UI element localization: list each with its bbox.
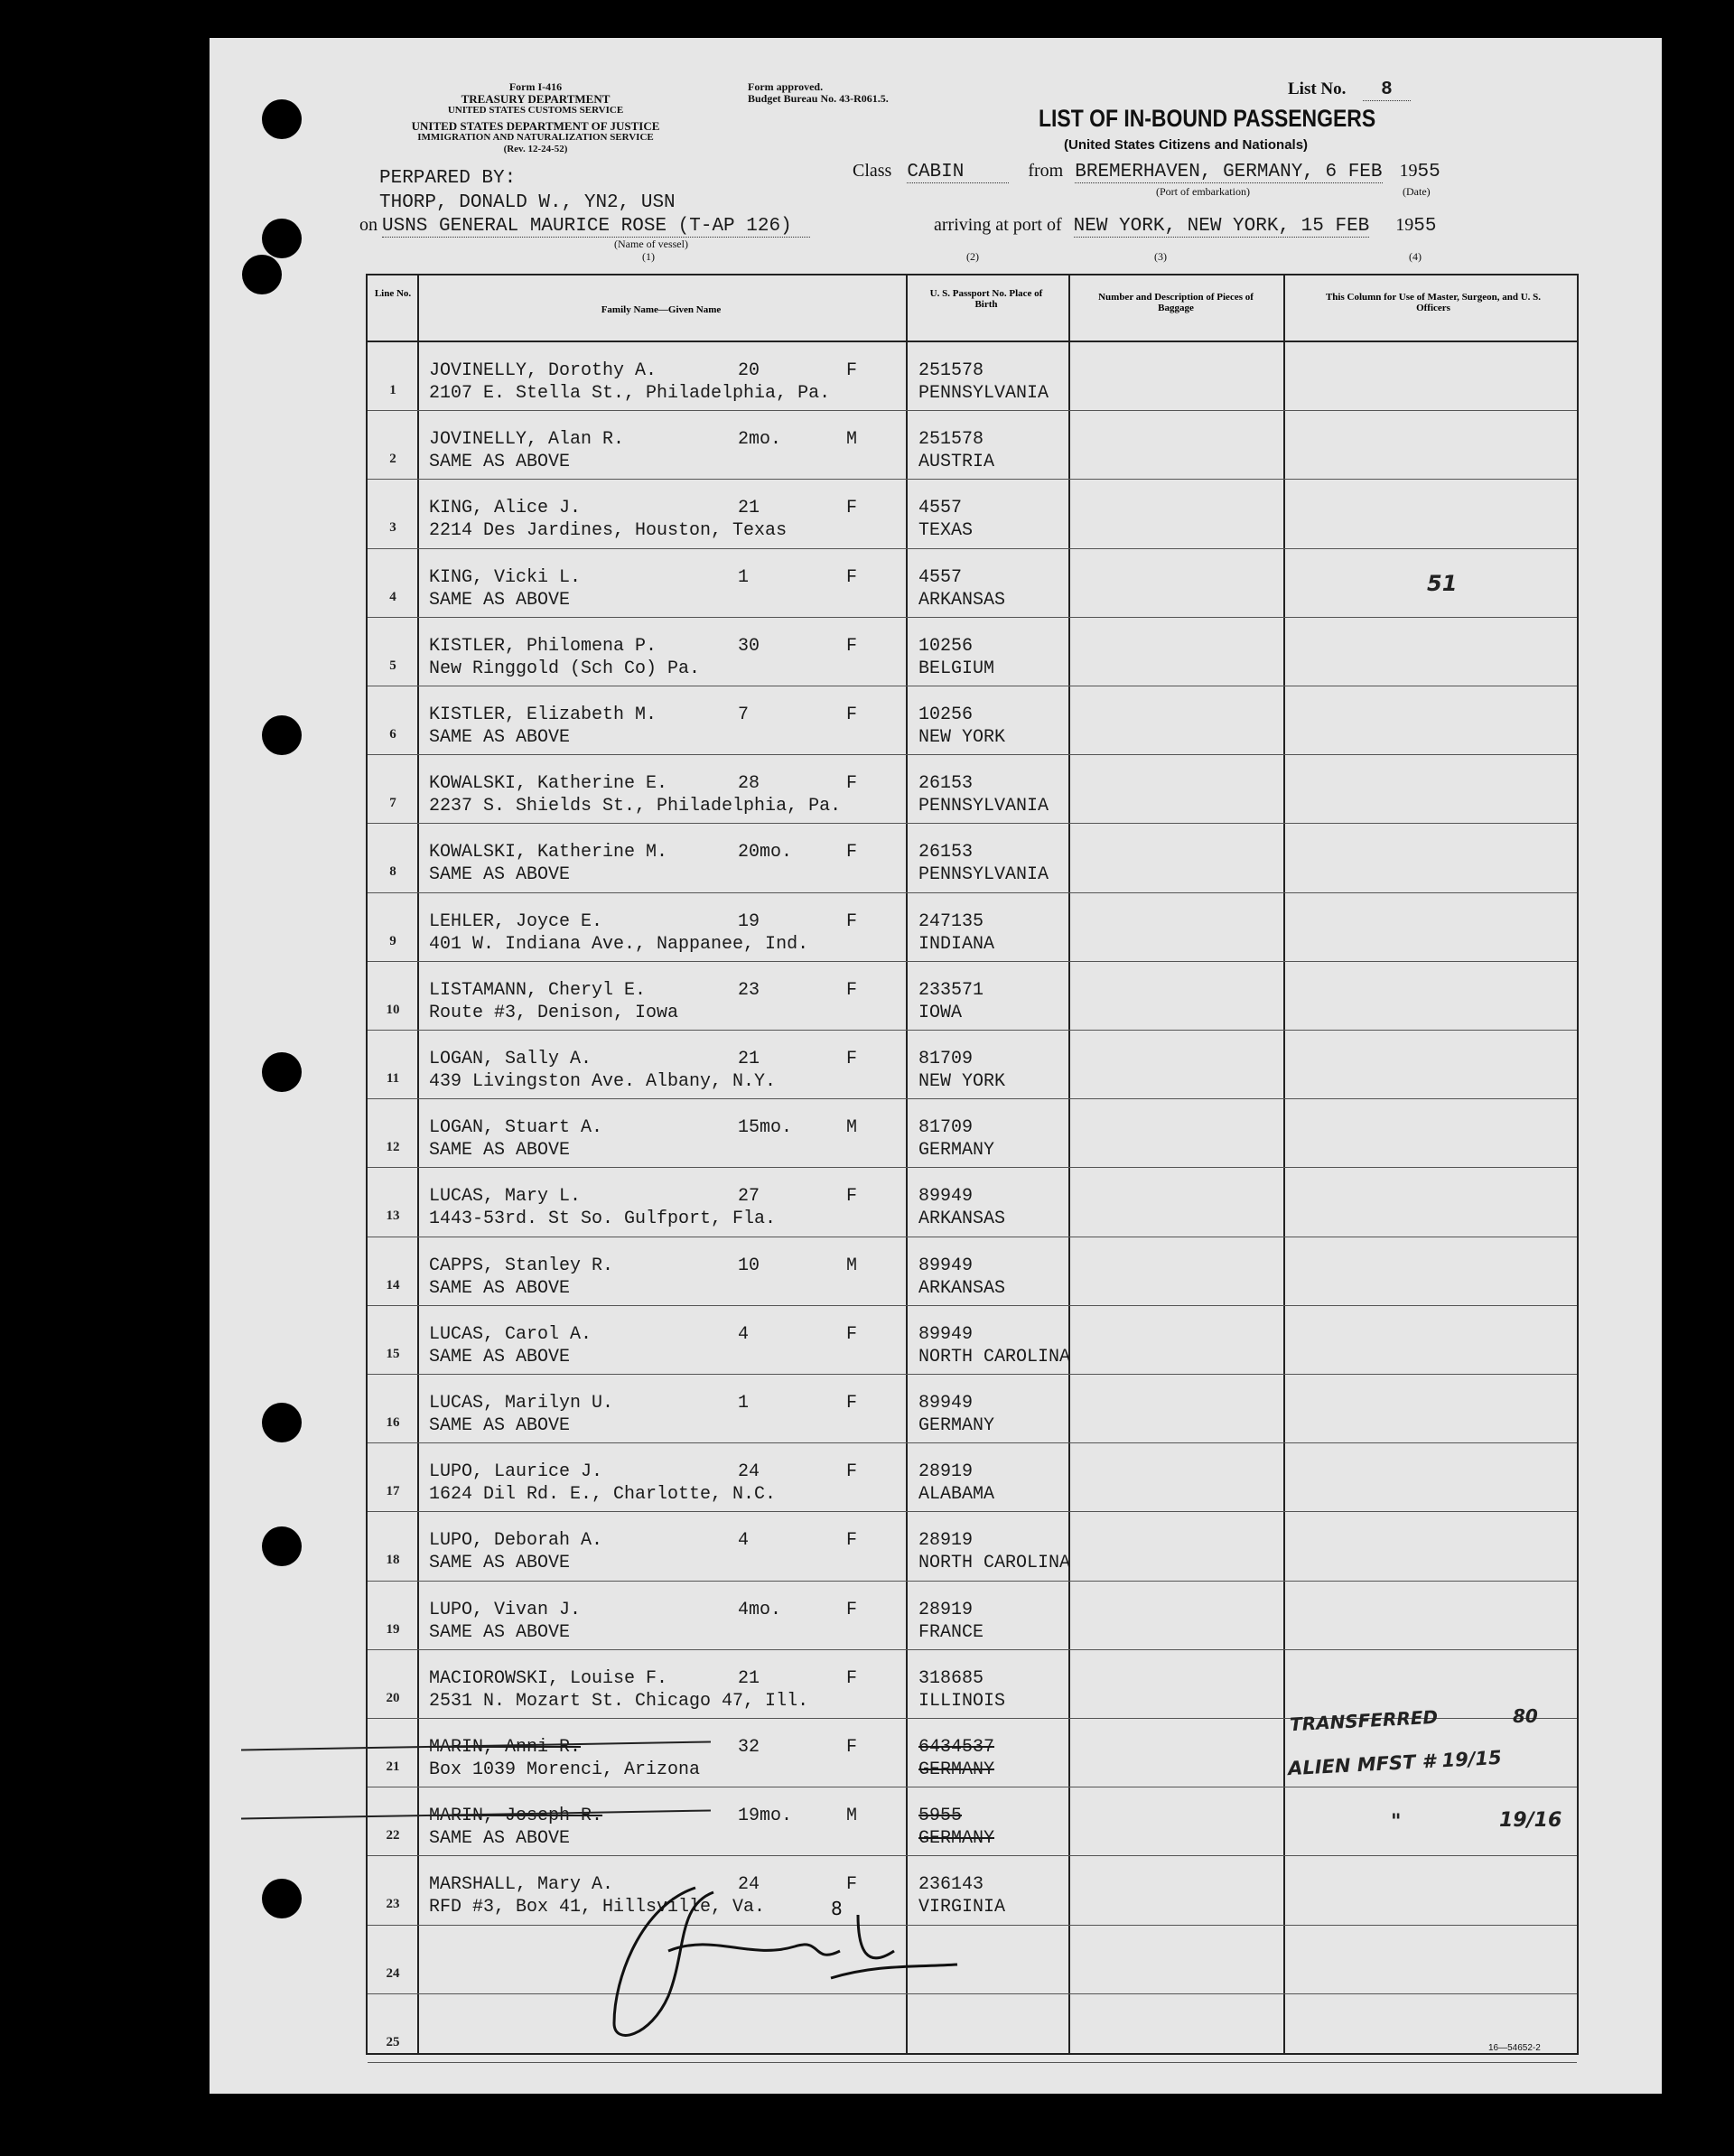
passenger-name: KING, Vicki L. — [429, 566, 582, 588]
page-subtitle: (United States Citizens and Nationals) — [1064, 137, 1309, 153]
table-row — [368, 1167, 1577, 1236]
passport-number: 89949 — [918, 1323, 974, 1345]
ref-19-16: 19/16 — [1499, 1809, 1562, 1832]
col-num-3: (3) — [1154, 250, 1167, 263]
passenger-sex: F — [846, 1049, 858, 1069]
passenger-address: SAME AS ABOVE — [429, 1346, 571, 1367]
line-number: 18 — [386, 1553, 400, 1568]
passenger-name: KOWALSKI, Katherine E. — [429, 773, 668, 795]
svg-text:8: 8 — [831, 1898, 843, 1919]
list-number: 8 — [1363, 79, 1411, 101]
passenger-address: SAME AS ABOVE — [429, 727, 571, 748]
passport-number: 6434537 — [918, 1737, 995, 1758]
table-row — [368, 686, 1577, 754]
passport-number: 89949 — [918, 1186, 974, 1208]
place-of-birth: NEW YORK — [918, 727, 1006, 748]
passenger-address: SAME AS ABOVE — [429, 864, 571, 886]
passenger-name: KISTLER, Philomena P. — [429, 635, 657, 657]
arrival-port-date: NEW YORK, NEW YORK, 15 FEB — [1073, 216, 1370, 237]
from-label: from — [1028, 161, 1064, 181]
col-header-passport: U. S. Passport No. Place of Birth — [929, 288, 1043, 310]
place-of-birth: INDIANA — [918, 933, 995, 955]
passenger-name: MACIOROWSKI, Louise F. — [429, 1667, 668, 1689]
table-row — [368, 1855, 1577, 1924]
line-number: 6 — [389, 727, 396, 742]
place-of-birth: FRANCE — [918, 1621, 984, 1643]
passenger-sex: F — [846, 360, 858, 381]
passenger-address: SAME AS ABOVE — [429, 1140, 571, 1162]
passport-number: 318685 — [918, 1667, 984, 1689]
embark-caption: (Port of embarkation) — [1156, 185, 1250, 198]
passenger-name: LOGAN, Sally A. — [429, 1049, 592, 1069]
rev-date: (Rev. 12-24-52) — [503, 144, 568, 154]
passenger-age: 24 — [738, 1874, 760, 1896]
passport-number: 4557 — [918, 498, 963, 519]
place-of-birth: ILLINOIS — [918, 1690, 1006, 1712]
punch-hole — [262, 99, 302, 139]
alien-manifest-note: ALIEN MFST # 19/15 — [1287, 1746, 1503, 1780]
passenger-address: 1624 Dil Rd. E., Charlotte, N.C. — [429, 1484, 777, 1506]
embark-port-date: BREMERHAVEN, GERMANY, 6 FEB — [1075, 162, 1383, 182]
passenger-sex: F — [846, 1874, 858, 1896]
passenger-age: 15mo. — [738, 1117, 793, 1139]
table-row — [368, 1581, 1577, 1649]
passport-number: 26153 — [918, 773, 974, 795]
passenger-sex: F — [846, 635, 858, 657]
passport-number: 10256 — [918, 635, 974, 657]
passenger-age: 10 — [738, 1255, 760, 1276]
passenger-address: SAME AS ABOVE — [429, 1828, 571, 1850]
col-header-line-no: Line No. — [374, 288, 412, 299]
passenger-name: KISTLER, Elizabeth M. — [429, 705, 657, 725]
passenger-name: LEHLER, Joyce E. — [429, 910, 603, 932]
footer-code: 16—54652-2 — [1488, 2043, 1541, 2053]
table-row — [368, 1305, 1577, 1374]
doj-name: UNITED STATES DEPARTMENT OF JUSTICE — [411, 119, 660, 133]
table-row — [368, 754, 1577, 823]
place-of-birth: BELGIUM — [918, 658, 995, 679]
passenger-sex: M — [846, 1255, 858, 1276]
table-row — [368, 479, 1577, 547]
punch-hole — [262, 1526, 302, 1566]
passenger-sex: F — [846, 1737, 858, 1758]
form-number: Form I-416 — [508, 80, 563, 93]
place-of-birth: ARKANSAS — [918, 1277, 1006, 1299]
punch-hole — [242, 255, 282, 294]
passenger-name: JOVINELLY, Alan R. — [429, 429, 625, 451]
vessel-name: USNS GENERAL MAURICE ROSE (T-AP 126) — [382, 216, 810, 238]
passenger-address: New Ringgold (Sch Co) Pa. — [429, 658, 701, 679]
col-header-baggage: Number and Description of Pieces of Baggage — [1098, 292, 1254, 313]
table-row — [368, 1993, 1577, 2062]
passenger-age: 32 — [738, 1737, 760, 1758]
table-row — [368, 1925, 1577, 1993]
table-row — [368, 1511, 1577, 1580]
passenger-sex: F — [846, 842, 858, 863]
passenger-name: JOVINELLY, Dorothy A. — [429, 360, 657, 381]
year-arrival: 1955 — [1395, 215, 1437, 237]
passenger-address: 2214 Des Jardines, Houston, Texas — [429, 520, 788, 542]
passenger-sex: F — [846, 1599, 858, 1620]
passenger-sex: F — [846, 1461, 858, 1483]
line-number: 17 — [386, 1484, 400, 1499]
passenger-age: 7 — [738, 705, 750, 725]
line-number: 3 — [389, 520, 396, 536]
passenger-age: 21 — [738, 1049, 760, 1069]
passenger-age: 4 — [738, 1530, 750, 1552]
passenger-name: LUCAS, Carol A. — [429, 1323, 592, 1345]
passport-number: 28919 — [918, 1461, 974, 1483]
passenger-age: 20mo. — [738, 842, 793, 863]
col-num-2: (2) — [966, 250, 979, 263]
passenger-name: LUPO, Vivan J. — [429, 1599, 582, 1620]
passenger-sex: F — [846, 979, 858, 1001]
passenger-sex: M — [846, 1806, 858, 1827]
place-of-birth: GERMANY — [918, 1140, 995, 1162]
line-number: 11 — [386, 1071, 400, 1086]
passport-number: 89949 — [918, 1255, 974, 1276]
line-number: 12 — [386, 1140, 400, 1155]
passenger-address: SAME AS ABOVE — [429, 1621, 571, 1643]
table-row — [368, 961, 1577, 1030]
table-row — [368, 1030, 1577, 1098]
on-label: on — [359, 215, 378, 235]
place-of-birth: ARKANSAS — [918, 589, 1006, 611]
place-of-birth: GERMANY — [918, 1828, 995, 1850]
col-header-name: Family Name—Given Name — [601, 304, 722, 315]
line-number: 25 — [386, 2034, 400, 2049]
passenger-age: 21 — [738, 1667, 760, 1689]
line-number: 9 — [389, 933, 396, 948]
passenger-name: LUCAS, Marilyn U. — [429, 1393, 614, 1414]
line-number: 4 — [389, 589, 396, 604]
transferred-note: TRANSFERRED — [1289, 1705, 1439, 1736]
col-num-1: (1) — [642, 250, 655, 263]
passport-number: 251578 — [918, 360, 984, 381]
passenger-address: 401 W. Indiana Ave., Nappanee, Ind. — [429, 933, 809, 955]
table-row — [368, 548, 1577, 617]
place-of-birth: ALABAMA — [918, 1484, 995, 1506]
place-of-birth: GERMANY — [918, 1415, 995, 1436]
passenger-address: Box 1039 Morenci, Arizona — [429, 1759, 701, 1780]
place-of-birth: GERMANY — [918, 1759, 995, 1780]
class-value: CABIN — [907, 162, 1009, 183]
passenger-sex: F — [846, 1667, 858, 1689]
passenger-name: MARIN, Anni R. — [429, 1737, 582, 1758]
approved-text: Form approved. — [748, 80, 824, 93]
line-number: 2 — [389, 452, 396, 467]
table-row — [368, 892, 1577, 961]
passport-number: 28919 — [918, 1530, 974, 1552]
passenger-table — [366, 274, 1579, 2055]
row-divider — [368, 2062, 1577, 2063]
table-row — [368, 1374, 1577, 1442]
arrival-line — [934, 215, 1437, 237]
passenger-age: 1 — [738, 1393, 750, 1414]
passenger-name: CAPPS, Stanley R. — [429, 1255, 614, 1276]
line-number: 19 — [386, 1621, 400, 1637]
passenger-name: KOWALSKI, Katherine M. — [429, 842, 668, 863]
punch-hole — [262, 219, 302, 258]
date-caption: (Date) — [1403, 185, 1431, 198]
passenger-sex: M — [846, 429, 858, 451]
passport-number: 5955 — [918, 1806, 963, 1827]
passenger-sex: F — [846, 1186, 858, 1208]
class-line — [853, 161, 1440, 182]
list-number-label — [1288, 79, 1411, 100]
passenger-name: KING, Alice J. — [429, 498, 582, 519]
customs-name: UNITED STATES CUSTOMS SERVICE — [447, 105, 624, 116]
prepared-by-label: PERPARED BY: — [379, 168, 517, 189]
line-number: 20 — [386, 1690, 400, 1705]
dept-name: TREASURY DEPARTMENT — [461, 92, 611, 106]
year-departure: 1955 — [1399, 161, 1440, 182]
punch-hole — [262, 1403, 302, 1442]
passenger-name: MARIN, Joseph R. — [429, 1806, 603, 1827]
vessel-line — [359, 215, 810, 237]
passport-number: 89949 — [918, 1393, 974, 1414]
passenger-address: SAME AS ABOVE — [429, 1415, 571, 1436]
signature — [587, 1852, 966, 2050]
table-row — [368, 823, 1577, 891]
passport-number: 81709 — [918, 1117, 974, 1139]
page-title: LIST OF IN-BOUND PASSENGERS — [1039, 105, 1376, 132]
line-number: 24 — [386, 1965, 400, 1981]
passenger-sex: F — [846, 705, 858, 725]
line-number: 10 — [386, 1002, 400, 1017]
passenger-age: 19 — [738, 910, 760, 932]
form-approval — [748, 81, 889, 105]
place-of-birth: NORTH CAROLINA — [918, 1553, 1071, 1574]
passenger-address: 439 Livingston Ave. Albany, N.Y. — [429, 1071, 777, 1092]
place-of-birth: NORTH CAROLINA — [918, 1346, 1071, 1367]
class-label: Class — [853, 161, 892, 181]
passenger-address: SAME AS ABOVE — [429, 1277, 571, 1299]
line-number: 1 — [389, 383, 396, 397]
passenger-address: 2107 E. Stella St., Philadelphia, Pa. — [429, 383, 831, 404]
passport-number: 251578 — [918, 429, 984, 451]
passenger-sex: F — [846, 1323, 858, 1345]
passport-number: 81709 — [918, 1049, 974, 1069]
line-number: 15 — [386, 1346, 400, 1361]
place-of-birth: AUSTRIA — [918, 452, 995, 473]
line-number: 16 — [386, 1415, 400, 1430]
line-number: 5 — [389, 658, 396, 673]
passenger-address: SAME AS ABOVE — [429, 452, 571, 473]
officer-mark: 51 — [1427, 571, 1458, 596]
col-num-4: (4) — [1409, 250, 1422, 263]
passport-number: 247135 — [918, 910, 984, 932]
form-identification — [355, 81, 716, 155]
place-of-birth: IOWA — [918, 1002, 963, 1023]
line-number: 14 — [386, 1277, 400, 1293]
passenger-sex: F — [846, 773, 858, 795]
place-of-birth: PENNSYLVANIA — [918, 383, 1049, 404]
passenger-sex: F — [846, 1393, 858, 1414]
passenger-name: LUPO, Laurice J. — [429, 1461, 603, 1483]
punch-hole — [262, 1879, 302, 1918]
line-number: 21 — [386, 1759, 400, 1774]
passenger-sex: F — [846, 1530, 858, 1552]
passenger-age: 30 — [738, 635, 760, 657]
passenger-sex: F — [846, 910, 858, 932]
table-row — [368, 617, 1577, 686]
passenger-sex: F — [846, 566, 858, 588]
table-row — [368, 1442, 1577, 1511]
passenger-name: MARSHALL, Mary A. — [429, 1874, 614, 1896]
passenger-address: SAME AS ABOVE — [429, 589, 571, 611]
passport-number: 4557 — [918, 566, 963, 588]
passenger-sex: F — [846, 498, 858, 519]
passenger-address: 1443-53rd. St So. Gulfport, Fla. — [429, 1209, 777, 1230]
passenger-age: 21 — [738, 498, 760, 519]
passenger-age: 28 — [738, 773, 760, 795]
passenger-address: Route #3, Denison, Iowa — [429, 1002, 679, 1023]
passenger-address: 2531 N. Mozart St. Chicago 47, Ill. — [429, 1690, 809, 1712]
budget-text: Budget Bureau No. 43-R061.5. — [748, 92, 889, 105]
passport-number: 26153 — [918, 842, 974, 863]
passenger-name: LISTAMANN, Cheryl E. — [429, 979, 647, 1001]
prepared-by-name: THORP, DONALD W., YN2, USN — [379, 192, 676, 213]
passenger-name: LOGAN, Stuart A. — [429, 1117, 603, 1139]
passenger-sex: M — [846, 1117, 858, 1139]
arriving-label: arriving at port of — [934, 215, 1062, 235]
col-header-officers: This Column for Use of Master, Surgeon, and U. S. Officers — [1325, 292, 1542, 313]
passenger-name: LUPO, Deborah A. — [429, 1530, 603, 1552]
table-row — [368, 410, 1577, 479]
passenger-age: 4 — [738, 1323, 750, 1345]
passenger-age: 24 — [738, 1461, 760, 1483]
passenger-name: LUCAS, Mary L. — [429, 1186, 582, 1208]
punch-hole — [262, 715, 302, 755]
passenger-age: 20 — [738, 360, 760, 381]
place-of-birth: PENNSYLVANIA — [918, 864, 1049, 886]
line-number: 23 — [386, 1897, 400, 1912]
passenger-age: 4mo. — [738, 1599, 782, 1620]
passport-number: 10256 — [918, 705, 974, 725]
passport-number: 28919 — [918, 1599, 974, 1620]
line-number: 22 — [386, 1828, 400, 1843]
line-number: 13 — [386, 1209, 400, 1224]
passport-number: 236143 — [918, 1874, 984, 1896]
place-of-birth: TEXAS — [918, 520, 974, 542]
line-number: 7 — [389, 796, 396, 811]
table-row — [368, 1098, 1577, 1167]
place-of-birth: NEW YORK — [918, 1071, 1006, 1092]
passenger-age: 19mo. — [738, 1806, 793, 1827]
place-of-birth: ARKANSAS — [918, 1209, 1006, 1230]
passenger-address: 2237 S. Shields St., Philadelphia, Pa. — [429, 796, 842, 817]
ins-name: IMMIGRATION AND NATURALIZATION SERVICE — [417, 132, 654, 143]
passenger-age: 23 — [738, 979, 760, 1001]
passenger-age: 27 — [738, 1186, 760, 1208]
passenger-age: 1 — [738, 566, 750, 588]
punch-hole — [262, 1052, 302, 1092]
passenger-address: RFD #3, Box 41, Hillsville, Va. — [429, 1897, 766, 1918]
table-row — [368, 1237, 1577, 1305]
table-row — [368, 341, 1577, 410]
passport-number: 233571 — [918, 979, 984, 1001]
ref-80: 80 — [1513, 1705, 1538, 1727]
list-label: List No. — [1288, 79, 1347, 98]
passenger-age: 2mo. — [738, 429, 782, 451]
line-number: 8 — [389, 864, 396, 880]
place-of-birth: PENNSYLVANIA — [918, 796, 1049, 817]
vessel-caption: (Name of vessel) — [614, 238, 688, 250]
passenger-address: SAME AS ABOVE — [429, 1553, 571, 1574]
place-of-birth: VIRGINIA — [918, 1897, 1006, 1918]
ditto-mark: " — [1391, 1811, 1402, 1834]
